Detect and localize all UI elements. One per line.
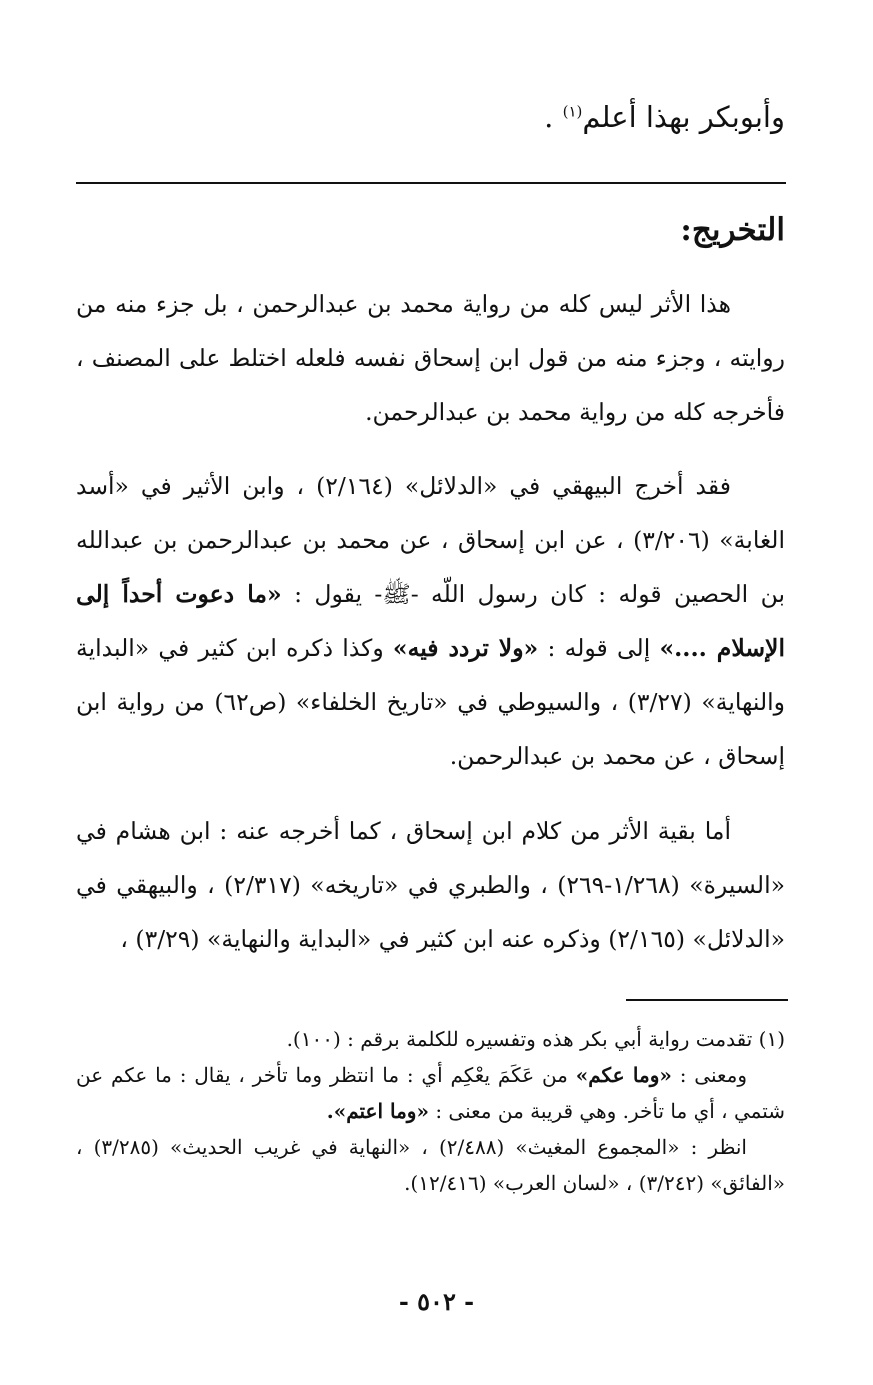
hadith-quote-end: «ولا تردد فيه»	[392, 634, 539, 662]
paragraph-3	[76, 804, 785, 966]
paragraph-1	[76, 277, 785, 439]
section-heading: التخريج:	[680, 212, 785, 248]
footnote-sources-text: انظر : «المجموع المغيث» (٢/٤٨٨) ، «النهاية في غريب الحديث» (٣/٢٨٥) ، «الفائق» (٣/٢٤٢) ، «لسان العرب» (١٢/٤١٦).	[76, 1135, 785, 1195]
footnote-meaning	[76, 1057, 785, 1129]
paragraph-1-text: هذا الأثر ليس كله من رواية محمد بن عبدالرحمن ، بل جزء منه من روايته ، وجزء منه من قول ابن إسحاق نفسه فلعله اختلط على المصنف ، فأخرجه كله من رواية محمد بن عبدالرحمن.	[76, 290, 785, 426]
footnote-meaning-a: ومعنى :	[671, 1063, 748, 1087]
footnote-meaning-c: من عَكَمَ يعْكِم أي : ما انتظر وما تأخر ، يقال : ما عكم عن شتمي ، أي ما تأخر. وهي قريبة من معنى :	[76, 1063, 785, 1123]
footnote-sources	[76, 1129, 785, 1201]
footnote-line-1: (١) تقدمت رواية أبي بكر هذه وتفسيره للكلمة برقم : (١٠٠).	[286, 1027, 785, 1051]
paragraph-2-part-c: إلى قوله :	[538, 634, 660, 662]
paragraph-2-part-a: فقد أخرج البيهقي في «الدلائل» (٢/١٦٤) ، وابن الأثير في «أسد الغابة» (٣/٢٠٦) ، عن ابن إسحاق ، عن محمد بن عبدالرحمن بن عبدالله بن الحصين قوله : كان رسول اللّه -ﷺ- يقول :	[76, 472, 785, 608]
footnote-ref: (١)	[562, 102, 583, 121]
footnote-term-2: «وما اعتم».	[326, 1099, 429, 1123]
page-number: - ٥٠٢ -	[398, 1287, 475, 1316]
closing-sentence-end: .	[544, 100, 563, 134]
footnote-separator	[626, 999, 788, 1001]
footnote-block	[76, 1021, 785, 1201]
closing-sentence	[544, 100, 785, 134]
footnote-term: «وما عكم»	[575, 1063, 672, 1087]
section-divider	[76, 182, 786, 184]
closing-sentence-text: وأبوبكر بهذا أعلم	[582, 100, 785, 134]
paragraph-2	[76, 459, 785, 783]
paragraph-3-text: أما بقية الأثر من كلام ابن إسحاق ، كما أخرجه عنه : ابن هشام في «السيرة» (١/٢٦٨-٢٦٩) ، والطبري في «تاريخه» (٢/٣١٧) ، والبيهقي في «الدلائل» (٢/١٦٥) وذكره عنه ابن كثير في «البداية والنهاية» (٣/٢٩) ،	[76, 817, 785, 953]
paragraph-2-part-d: وكذا ذكره ابن كثير في «البداية والنهاية» (٣/٢٧) ، والسيوطي في «تاريخ الخلفاء» (ص٦٢) من رواية ابن إسحاق ، عن محمد بن عبدالرحمن.	[76, 634, 786, 770]
hadith-quote-start: «ما دعوت أحداً إلى الإسلام ....»	[76, 580, 785, 662]
